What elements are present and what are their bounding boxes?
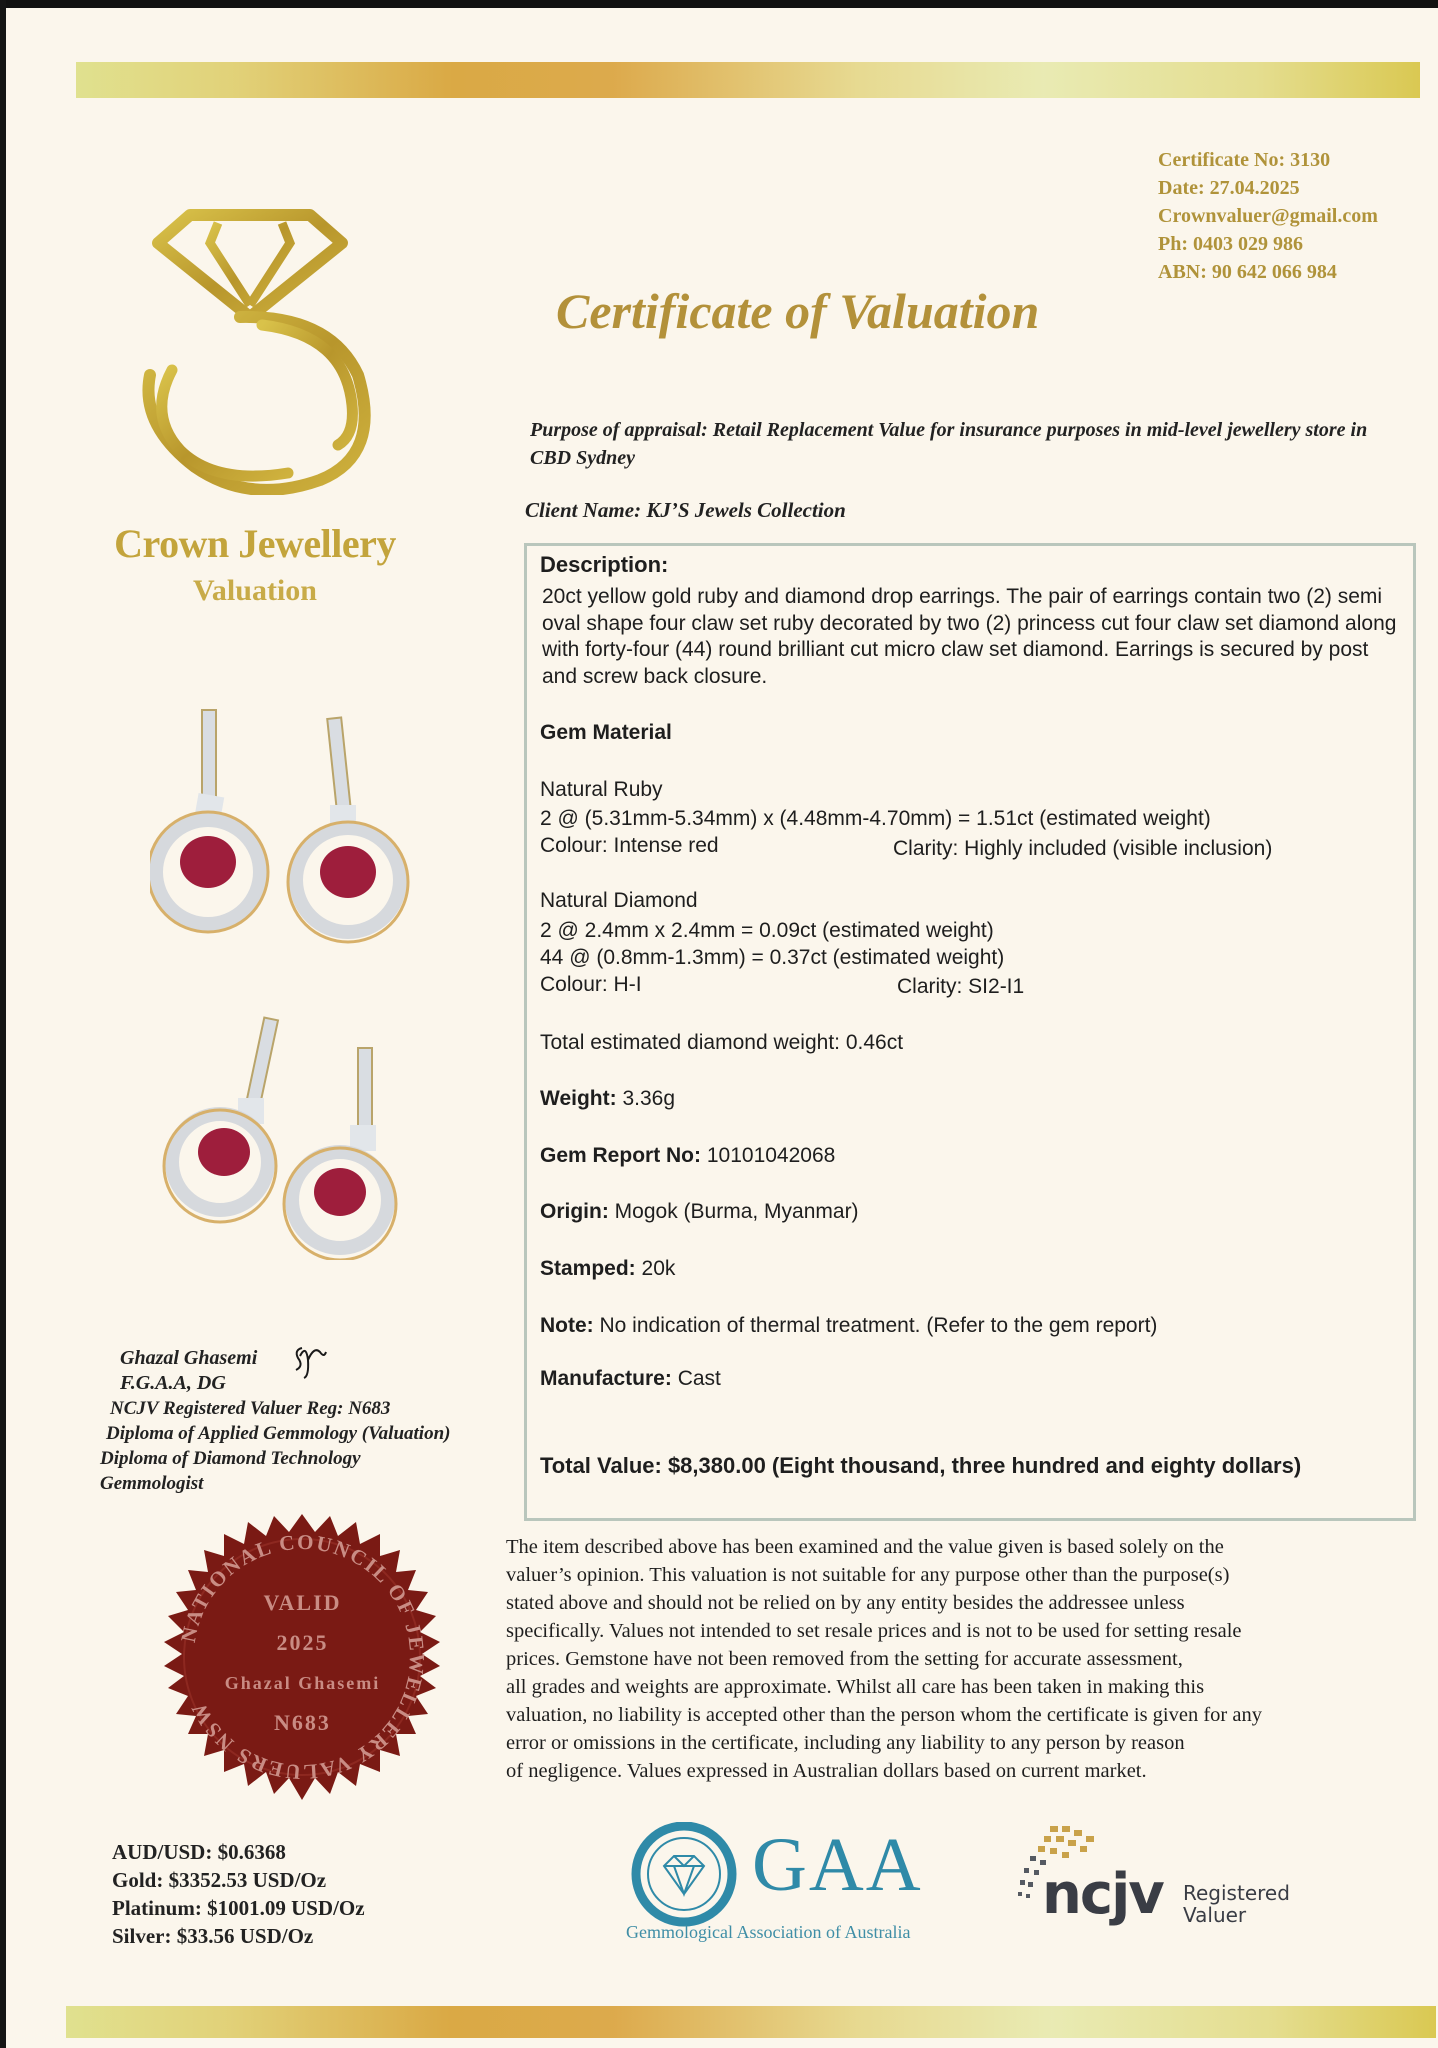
ruby-measurement: 2 @ (5.31mm-5.34mm) x (4.48mm-4.70mm) = 1.51ct (estimated weight)	[540, 807, 1211, 830]
detail-value: 10101042068	[701, 1144, 836, 1167]
detail-value: Cast	[671, 1367, 721, 1390]
description-heading: Description:	[540, 552, 669, 577]
ncjv-registered-valuer	[1183, 1882, 1290, 1926]
gaa-full-name: Gemmological Association of Australia	[626, 1922, 911, 1942]
detail-label: Manufacture:	[540, 1367, 672, 1390]
valuer-title: Gemmologist	[100, 1473, 204, 1494]
disclaimer-line: The item described above has been examined and the value given is based solely on the	[506, 1536, 1224, 1558]
seal-line: Ghazal Ghasemi	[224, 1672, 381, 1693]
earrings-photo	[150, 700, 440, 1260]
gem-material-heading: Gem Material	[540, 721, 672, 744]
earring-icon	[288, 718, 408, 942]
detail-label: Stamped:	[540, 1257, 636, 1280]
seal-line: VALID	[263, 1589, 342, 1615]
detail-manufacture	[540, 1366, 721, 1392]
rate-platinum: Platinum: $1001.09 USD/Oz	[112, 1896, 365, 1920]
svg-text:NATIONAL COUNCIL OF JEWELLERY: NATIONAL COUNCIL OF JEWELLERY VALUERS NSW	[175, 1529, 430, 1785]
diamond-measurement-2: 44 @ (0.8mm-1.3mm) = 0.37ct (estimated weight)	[540, 946, 1005, 969]
disclaimer-line: error or omissions in the certificate, including any liability to any person by reason	[506, 1732, 1185, 1754]
detail-value: Mogok (Burma, Myanmar)	[608, 1200, 859, 1223]
diamond-colour: Colour: H-I	[540, 973, 642, 996]
detail-stamped	[540, 1256, 675, 1282]
ncjv-logo-text: ncjv	[1042, 1862, 1163, 1927]
disclaimer-line: valuer’s opinion. This valuation is not suitable for any purpose other than the purpose(s)	[506, 1564, 1230, 1586]
valuer-registration: NCJV Registered Valuer Reg: N683	[110, 1398, 391, 1419]
valuer-name: Ghazal Ghasemi	[120, 1347, 258, 1369]
earring-icon	[150, 710, 268, 932]
diamond-measurement-1: 2 @ 2.4mm x 2.4mm = 0.09ct (estimated weight)	[540, 919, 994, 942]
detail-note	[540, 1313, 1157, 1339]
detail-weight	[540, 1086, 675, 1112]
purpose-of-appraisal: Purpose of appraisal: Retail Replacement Value for insurance purposes in mid-level jewellery store in CBD Sydney	[530, 419, 1368, 469]
gaa-logo-text: GAA	[752, 1823, 923, 1907]
certificate-number: Certificate No: 3130	[1158, 149, 1331, 171]
brand-name: Crown Jewellery	[114, 521, 396, 566]
valuer-diploma-1: Diploma of Applied Gemmology (Valuation)	[106, 1423, 451, 1444]
valuer-credentials: F.G.A.A, DG	[120, 1372, 226, 1394]
ring-with-diamond-icon	[120, 205, 380, 495]
client-name: Client Name: KJ’S Jewels Collection	[525, 498, 846, 522]
disclaimer-line: stated above and should not be relied on by any entity besides the addressee unless	[506, 1592, 1185, 1614]
rate-gold: Gold: $3352.53 USD/Oz	[112, 1868, 327, 1892]
detail-label: Note:	[540, 1314, 594, 1337]
earring-icon	[284, 1048, 396, 1260]
contact-email[interactable]: Crownvaluer@gmail.com	[1158, 205, 1378, 227]
contact-phone: Ph: 0403 029 986	[1158, 233, 1303, 255]
scan-edge	[0, 0, 1438, 8]
brand-subtitle: Valuation	[193, 574, 317, 607]
earring-icon	[164, 1018, 278, 1222]
ncjv-tag: Registered	[1183, 1881, 1290, 1905]
ruby-name: Natural Ruby	[540, 778, 663, 801]
ncjv-tag: Valuer	[1183, 1903, 1247, 1927]
seal-content	[150, 1510, 455, 1815]
total-value: Total Value: $8,380.00 (Eight thousand, three hundred and eighty dollars)	[540, 1453, 1302, 1478]
gaa-emblem-icon	[628, 1822, 744, 1930]
diamond-clarity: Clarity: SI2-I1	[897, 975, 1025, 998]
valuer-diploma-2: Diploma of Diamond Technology	[100, 1448, 361, 1469]
disclaimer-line: all grades and weights are approximate. Whilst all care has been taken in making this	[506, 1676, 1205, 1698]
disclaimer-line: specifically. Values not intended to set resale prices and is not to be used for setting resale	[506, 1620, 1242, 1642]
market-rates	[112, 1838, 365, 1950]
gold-border-top	[76, 62, 1420, 98]
description-body: 20ct yellow gold ruby and diamond drop earrings. The pair of earrings contain two (2) semi oval shape four claw set ruby decorated by two (2) princess cut four claw set diamond along with forty-four (44) round brilliant cut micro claw set diamond. Earrings is secured by post and screw back closure.	[542, 585, 1397, 688]
scan-edge	[0, 0, 6, 2048]
valuer-block	[100, 1346, 450, 1496]
detail-value: 20k	[635, 1257, 676, 1280]
seal-line: N683	[274, 1709, 331, 1735]
diamond-name: Natural Diamond	[540, 889, 698, 912]
seal-line: 2025	[276, 1629, 329, 1655]
ruby-clarity: Clarity: Highly included (visible inclusion)	[893, 837, 1273, 860]
disclaimer-line: of negligence. Values expressed in Australian dollars based on current market.	[506, 1760, 1147, 1782]
detail-gem-report	[540, 1143, 835, 1169]
rate-aud-usd: AUD/USD: $0.6368	[112, 1840, 286, 1864]
detail-value: 3.36g	[616, 1087, 675, 1110]
detail-label: Weight:	[540, 1087, 617, 1110]
certificate-date: Date: 27.04.2025	[1158, 177, 1300, 199]
detail-label: Gem Report No:	[540, 1144, 702, 1167]
disclaimer-line: valuation, no liability is accepted other than the person whom the certificate is given for any	[506, 1704, 1262, 1726]
page-title: Certificate of Valuation	[556, 283, 1040, 339]
abn: ABN: 90 642 066 984	[1158, 261, 1337, 283]
detail-origin	[540, 1199, 859, 1225]
ruby-colour: Colour: Intense red	[540, 834, 719, 857]
gold-border-bottom	[66, 2006, 1436, 2038]
rate-silver: Silver: $33.56 USD/Oz	[112, 1924, 314, 1948]
signature-icon	[290, 1340, 350, 1380]
total-diamond-weight: Total estimated diamond weight: 0.46ct	[540, 1031, 904, 1054]
detail-value: No indication of thermal treatment. (Refer to the gem report)	[593, 1314, 1158, 1337]
detail-label: Origin:	[540, 1200, 609, 1223]
contact-block	[1158, 146, 1378, 286]
disclaimer-line: prices. Gemstone have not been removed from the setting for accurate assessment,	[506, 1648, 1183, 1670]
disclaimer	[506, 1533, 1416, 1785]
